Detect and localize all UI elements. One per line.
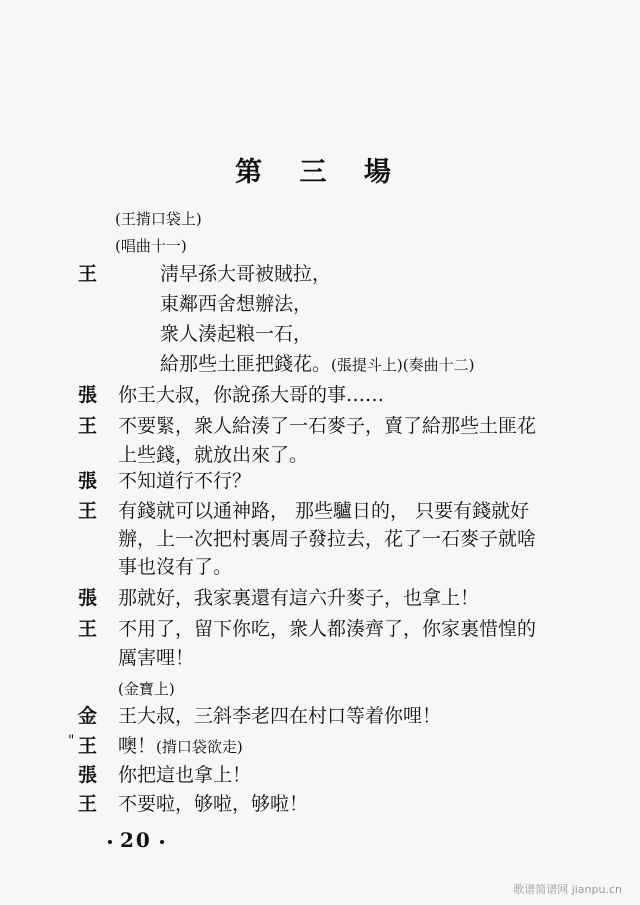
dialogue-line: 你把這也拿上！ (118, 764, 252, 786)
dialogue-line: 上些錢，就放出來了。 (118, 444, 309, 466)
stage-direction: (王揹口袋上) (115, 210, 202, 228)
speaker-label: 張 (78, 470, 98, 492)
dialogue-line: 事也沒有了。 (118, 556, 233, 578)
verse-line: 東鄰西舍想辦法， (160, 293, 313, 315)
scene-title: 第 三 場 (235, 157, 405, 188)
stage-direction: (金寶上) (118, 680, 175, 698)
bullet-icon (160, 840, 164, 844)
verse-text: 給那些土匪把錢花。 (160, 353, 332, 375)
dialogue-line (118, 735, 243, 758)
dialogue-line: 不要啦，够啦，够啦！ (118, 793, 309, 815)
dialogue-line: 那就好，我家裏還有這六升麥子，也拿上！ (118, 587, 480, 609)
speaker-label: 張 (78, 384, 98, 406)
speaker-label: 張 (78, 764, 98, 786)
speaker-label: 張 (78, 587, 98, 609)
dialogue-line: 你王大叔，你說孫大哥的事…… (118, 384, 385, 406)
page-number-text: 20 (120, 828, 152, 852)
dialogue-line: 王大叔，三斜李老四在村口等着你哩！ (118, 705, 442, 727)
speaker-label: 王 (78, 618, 98, 640)
speaker-label: 王 (78, 415, 98, 437)
dialogue-line: 不要緊，衆人給湊了一石麥子，賣了給那些土匪花 (118, 415, 537, 437)
page-number (100, 828, 172, 852)
stage-direction: (張提斗上)(奏曲十二) (331, 356, 475, 374)
margin-mark: " (68, 733, 75, 749)
verse-line (160, 353, 474, 376)
verse-line: 淸早孫大哥被賊拉， (160, 263, 332, 285)
speaker-label: 金 (78, 705, 98, 727)
dialogue-line: 有錢就可以通神路， 那些驢日的， 只要有錢就好 (118, 500, 530, 522)
speaker-label: 王 (78, 263, 98, 285)
stage-direction: (唱曲十一) (115, 237, 187, 255)
stage-direction: (揹口袋欲走) (156, 738, 243, 756)
verse-line: 衆人湊起粮一石， (160, 323, 313, 345)
speaker-label: 王 (78, 500, 98, 522)
dialogue-line: 厲害哩！ (118, 647, 195, 669)
speaker-label: 王 (78, 735, 98, 757)
dialogue-line: 辦，上一次把村裏周子發拉去，花了一石麥子就啥 (118, 528, 537, 550)
watermark: 歌谱简谱网 jianpu.cn (513, 883, 622, 896)
speaker-label: 王 (78, 793, 98, 815)
bullet-icon (108, 840, 112, 844)
dialogue-line: 不用了，留下你吃，衆人都湊齊了，你家裏惜惶的 (118, 618, 537, 640)
dialogue-text: 噢！ (118, 735, 157, 757)
dialogue-line: 不知道行不行？ (118, 470, 252, 492)
